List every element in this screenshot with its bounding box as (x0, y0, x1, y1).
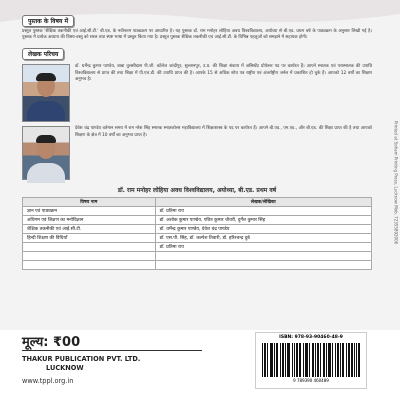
barcode-icon (262, 343, 360, 377)
subject-cell: शैक्षिक तकनीकी एवं आई.सी.टी. (23, 225, 156, 234)
table-row (23, 207, 372, 216)
author-header: लेखक/लेखिका (155, 198, 371, 207)
subject-cell: ज्ञान एवं पाठ्यक्रम (23, 207, 156, 216)
table-row (23, 225, 372, 234)
author-2-block (22, 126, 372, 180)
syllabus-table (22, 197, 372, 270)
about-book-text: प्रस्तुत पुस्तक 'शैक्षिक तकनीकी एवं आई.सी.टी.' बी.एड. के नवीनतम पाठ्यक्रम पर आधारित है। यह पुस्तक डॉ. राम मनोहर लोहिया अवध विश्वविद्यालय, अयोध्या से बी.एड. प्रथम वर्ष के पाठ्यक्रम के अनुसार लिखी गई है। पुस्तक में प्रत्येक अध्याय की विषय-वस्तु को सरल तथा स्पष्ट भाषा में प्रस्तुत किया गया है। प्रस्तुत पुस्तक शैक्षिक तकनीकी एवं आई.सी.टी. के विभिन्न पहलुओं को समझने में सहायक होगी। (22, 29, 372, 41)
barcode-number: 9 789390 460489 (293, 378, 329, 383)
publisher-block (22, 355, 140, 373)
about-book-label: पुस्तक के विषय में (22, 15, 74, 27)
table-row (23, 234, 372, 243)
table-row (23, 252, 372, 261)
printer-text: Printed at Soham Printing Press, Lucknow Mob. 72355892006 (393, 120, 399, 245)
author-cell (155, 261, 371, 270)
author-1-bio: डॉ. धर्मेन्द्र कुमार पाण्डेय, बाबा तुलसीदास पी.जी. कॉलेज कांदीपुर, सुल्तानपुर, उ.प्र. की शिक्षा संकाय में असिस्टेंट प्रोफेसर पद पर कार्यरत हैं। आपने स्नातक एवं परास्नातक की उपाधि विश्वविद्यालय से प्राप्त की तथा शिक्षा में पी.एच.डी. की उपाधि प्राप्त की है। आपके 15 से अधिक शोध पत्र राष्ट्रीय एवं अंतर्राष्ट्रीय जर्नल में प्रकाशित हो चुके हैं। आपको 12 वर्षों का शिक्षण अनुभव है। (75, 64, 372, 82)
author-1-photo (22, 64, 70, 122)
publisher-name: THAKUR PUBLICATION PVT. LTD. (22, 355, 141, 363)
table-row (23, 261, 372, 270)
author-cell: डॉ. प्रतिमा राय (155, 243, 371, 252)
isbn-block (255, 332, 367, 389)
publisher-city: LUCKNOW (46, 364, 84, 372)
website: www.tppl.org.in (22, 377, 74, 385)
subject-cell (23, 252, 156, 261)
subject-cell (23, 261, 156, 270)
author-cell: डॉ. धर्मेन्द्र कुमार पाण्डेय, देवेश चंद्र पाण्डेय (155, 225, 371, 234)
author-2-photo (22, 126, 70, 180)
subject-header: विषय नाम (23, 198, 156, 207)
author-cell (155, 252, 371, 261)
price: मूल्य: ₹00 (22, 335, 81, 350)
price-divider (22, 350, 202, 351)
isbn-text: ISBN: 978-93-90460-48-9 (279, 335, 343, 340)
author-cell: डॉ. अशोक कुमार पाण्डेय, पवित्र कुमार चौधरी, दुर्गेश कुमार सिंह (155, 216, 371, 225)
author-cell: डॉ. प्रतिमा राय (155, 207, 371, 216)
content-area (22, 8, 372, 270)
footer (0, 330, 400, 400)
table-row (23, 243, 372, 252)
subject-cell (23, 243, 156, 252)
subject-cell: हिन्दी शिक्षण की विधियाँ (23, 234, 156, 243)
author-1-block (22, 64, 372, 122)
author-cell: डॉ. एस.पी. सिंह, डॉ. कल्पेश तिवारी, डॉ. हरिश्चन्द्र दुबे (155, 234, 371, 243)
author-intro-label: लेखक परिचय (22, 48, 64, 60)
subject-cell: अधिगम एवं शिक्षण का मनोविज्ञान (23, 216, 156, 225)
side-printer-note (386, 40, 399, 340)
author-2-bio: देवेश चंद्र पाण्डेय वर्तमान समय में राम नरेश सिंह स्मारक स्नातकोत्तर महाविद्यालय में शिक्षाशास्त्र के पद पर कार्यरत हैं। आपने बी.एड., एम.एड., और बी.एड. की शिक्षा प्राप्त की है तथा आपको शिक्षण के क्षेत्र में 10 वर्षों का अनुभव प्राप्त है। (75, 126, 372, 138)
table-row (23, 216, 372, 225)
syllabus-title: डॉ. राम मनोहर लोहिया अवध विश्वविद्यालय, अयोध्या, बी.एड. प्रथम वर्ष (117, 187, 277, 195)
